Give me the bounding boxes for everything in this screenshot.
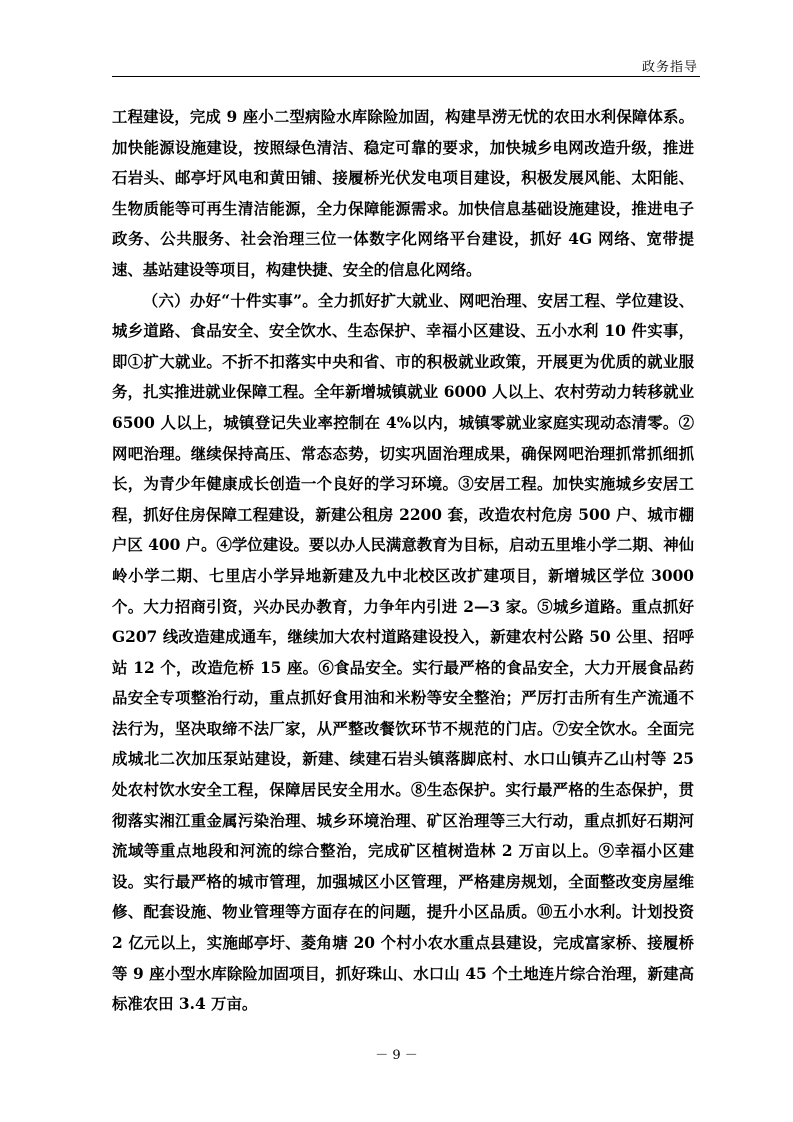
page-number: － 9 － bbox=[375, 1048, 418, 1063]
paragraph-continuation: 工程建设，完成 9 座小二型病险水库除险加固，构建旱涝无忧的农田水利保障体系。加快能源设施建设，按照绿色清洁、稳定可靠的要求，加快城乡电网改造升级，推进石岩头、邮亭圩风电和黄田铺、接履桥光伏发电项目建设，积极发展风能、太阳能、生物质能等可再生清洁能源，全力保障能源需求。加快信息基础设施建设，推进电子政务、公共服务、社会治理三位一体数字化网络平台建设，抓好 4G 网络、宽带提速、基站建设等项目，构建快捷、安全的信息化网络。 bbox=[112, 108, 694, 279]
document-body bbox=[112, 102, 694, 1020]
paragraph-ten-practical-matters: （六）办好“十件实事”。全力抓好扩大就业、网吧治理、安居工程、学位建设、城乡道路、食品安全、安全饮水、生态保护、幸福小区建设、五小水利 10 件实事，即①扩大就业。不折不扣落实中央和省、市的积极就业政策，开展更为优质的就业服务，扎实推进就业保障工程。全年新增城镇就业 6000 人以上、农村劳动力转移就业 6500 人以上，城镇登记失业率控制在 4%以内，城镇零就业家庭实现动态清零。②网吧治理。继续保持高压、常态态势，切实巩固治理成果，确保网吧治理抓常抓细抓长，为青少年健康成长创造一个良好的学习环境。③安居工程。加快实施城乡安居工程，抓好住房保障工程建设，新建公租房 2200 套，改造农村危房 500 户、城市棚户区 400 户。④学位建设。要以办人民满意教育为目标，启动五里堆小学二期、神仙岭小学二期、七里店小学异地新建及九中北校区改扩建项目，新增城区学位 3000 个。大力招商引资，兴办民办教育，力争年内引进 2—3 家。⑤城乡道路。重点抓好 G207 线改造建成通车，继续加大农村道路建设投入，新建农村公路 50 公里、招呼站 12 个，改造危桥 15 座。⑥食品安全。实行最严格的食品安全，大力开展食品药品安全专项整治行动，重点抓好食用油和米粉等安全整治；严厉打击所有生产流通不法行为，坚决取缔不法厂家，从严整改餐饮环节不规范的门店。⑦安全饮水。全面完成城北二次加压泵站建设，新建、续建石岩头镇落脚底村、水口山镇卉乙山村等 25 处农村饮水安全工程，保障居民安全用水。⑧生态保护。实行最严格的生态保护，贯彻落实湘江重金属污染治理、城乡环境治理、矿区治理等三大行动，重点抓好石期河流域等重点地段和河流的综合整治，完成矿区植树造林 2 万亩以上。⑨幸福小区建设。实行最严格的城市管理，加强城区小区管理，严格建房规划，全面整改变房屋维修、配套设施、物业管理等方面存在的问题，提升小区品质。⑩五小水利。计划投资 2 亿元以上，实施邮亭圩、菱角塘 20 个村小农水重点县建设，完成富家桥、接履桥等 9 座小型水库除险加固项目，抓好珠山、水口山 45 个土地连片综合治理，新建高标准农田 3.4 万亩。 bbox=[112, 291, 694, 1014]
running-header-title: 政务指导 bbox=[641, 60, 698, 75]
header-divider bbox=[112, 76, 700, 77]
